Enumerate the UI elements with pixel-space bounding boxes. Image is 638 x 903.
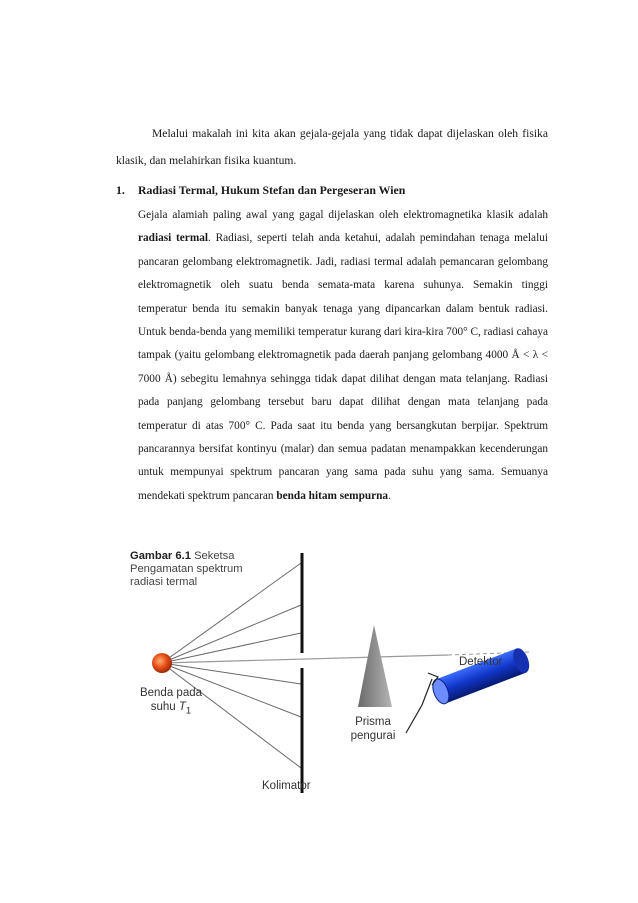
detector-arm xyxy=(406,679,432,733)
label-source-sub: 1 xyxy=(185,705,192,717)
label-source xyxy=(130,686,212,718)
section-number: 1. xyxy=(116,183,125,197)
central-beam xyxy=(162,655,448,663)
paragraph-part-2: . Radiasi, seperti telah anda ketahui, adalah pemindahan tenaga melalui pancaran gelombang elektromagnetik. Jadi, radiasi termal adalah pemancaran gelombang elektromagnetik oleh suatu benda semata-mata karena suhunya. Semakin tinggi temperatur benda itu semakin banyak tenaga yang dipancarkan dalam bentuk radiasi. Untuk benda-benda yang memiliki temperatur kurang dari kira-kira 700° C, radiasi cahaya tampak (yaitu gelombang elektromagnetik pada daerah panjang gelombang 4000 Å < λ < 7000 Å) sebegitu lemahnya sehingga tidak dapat dilihat dengan mata telanjang. Radiasi pada panjang gelombang tersebut baru dapat dilihat dengan mata telanjang pada temperatur di atas 700° C. Pada saat itu benda yang bersangkutan berpijar. Spektrum pancarannya bersifat kontinyu (malar) dan semua padatan menampakkan kecenderungan untuk mempunyai spektrum pancaran yang sama pada suhu yang sama. Semuanya mendekati spektrum pancaran xyxy=(138,232,548,502)
prism-icon xyxy=(358,625,392,707)
intro-text: Melalui makalah ini kita akan gejala-gejala yang tidak dapat dijelaskan oleh fisika klasik, dan melahirkan fisika kuantum. xyxy=(116,127,548,167)
figure-radiasi-termal xyxy=(116,545,530,813)
section-paragraph xyxy=(138,204,548,508)
paragraph-part-1: Gejala alamiah paling awal yang gagal dijelaskan oleh elektromagnetika klasik adalah xyxy=(138,209,548,221)
term-radiasi-termal: radiasi termal xyxy=(138,232,209,245)
heated-body-icon xyxy=(152,653,172,673)
term-benda-hitam: benda hitam sempurna xyxy=(276,489,389,502)
figure-caption xyxy=(130,550,270,590)
label-collimator: Kolimator xyxy=(262,780,311,792)
section-heading xyxy=(116,183,556,198)
caption-label: Gambar 6.1 xyxy=(130,550,191,562)
paragraph-end: . xyxy=(388,489,391,502)
intro-paragraph xyxy=(116,120,548,174)
caption-text: Seketsa Pengamatan spektrum radiasi termal xyxy=(130,550,243,589)
label-source-line1: Benda pada xyxy=(139,687,203,699)
label-source-line2: suhu xyxy=(150,701,176,713)
label-prism-line2: pengurai xyxy=(350,730,396,742)
label-source-temp: T xyxy=(178,701,186,713)
radiation-rays xyxy=(162,563,301,768)
label-prism-line1: Prisma xyxy=(355,716,391,728)
label-detector: Detektor xyxy=(459,656,503,668)
section-title: Radiasi Termal, Hukum Stefan dan Pergeseran Wien xyxy=(138,183,406,197)
label-prism xyxy=(340,715,406,743)
